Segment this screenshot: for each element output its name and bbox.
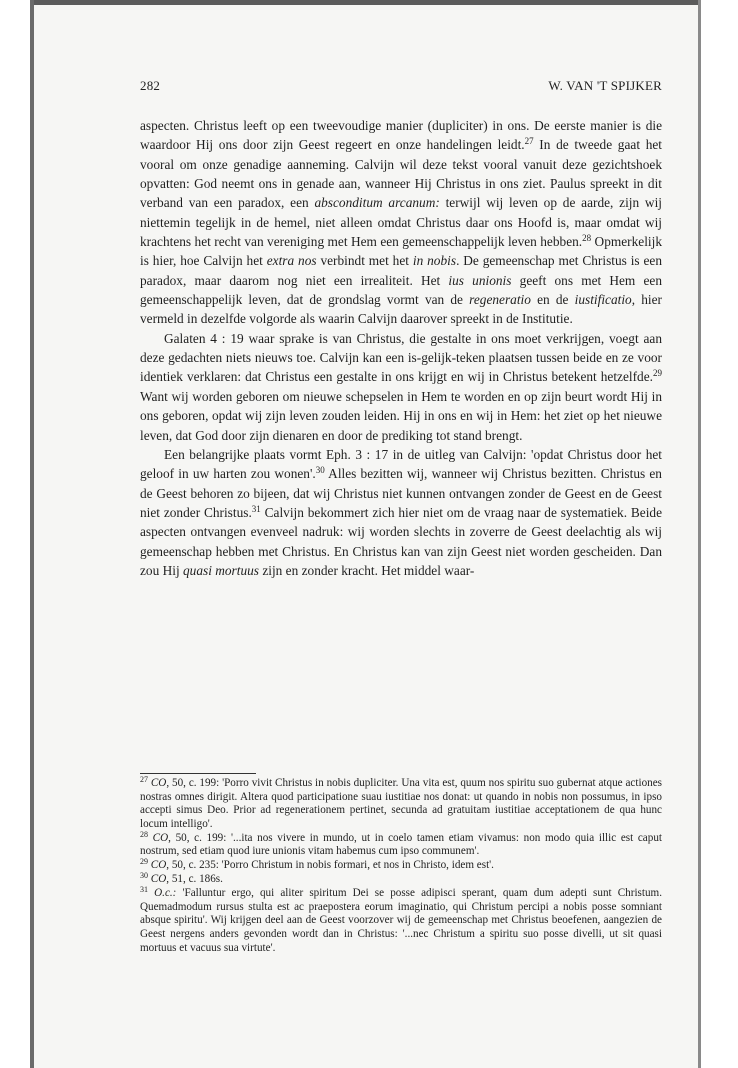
footnote-marker: 30	[140, 871, 148, 881]
footnote	[140, 777, 662, 831]
footnote-marker: 28	[140, 829, 148, 839]
text-run: Want wij worden geboren om nieuwe schepselen in Hem te worden en op zijn beurt wordt Hij in ons geboren, opdat wij zijn leven zouden leiden. Hij in ons en wij in Hem: het ziet op het nieuwe leven, dat God door zijn dienaren en door de prediking tot stand brengt.	[140, 388, 662, 443]
text-run: In de tweede gaat het vooral om onze genadige aanneming. Calvijn wil deze tekst vooral vanuit deze gezichtshoek opvatten: God neemt ons in genade aan, wanneer Hij Christus in ons ziet. Paulus spreekt in dit verband van een paradox, een	[140, 137, 663, 211]
text-run: Galaten 4 : 19 waar sprake is van Christus, die gestalte in ons moet verkrijgen, voegt aan deze gedachten niets nieuws toe. Calvijn kan een is-gelijk-teken plaatsen tussen beide en ze voor identiek verklaren: dat Christus een gestalte in ons krijgt en wij in Christus betekent hetzelfde.	[140, 330, 662, 385]
text-run: terwijl wij leven op de aarde, zijn wij niettemin tegelijk in de hemel, niet alleen omdat Christus daar ons Hoofd is, maar omdat wij krachtens het recht van vereniging met Hem een gemeenschappelijk leven hebben.	[140, 195, 662, 250]
text-run: 'Falluntur ergo, qui aliter spiritum Dei se posse adipisci sperant, quam dum adepti sunt Christum. Quemadmodum rursus stulta est ac praepostera eorum imaginatio, qui Christum percipi a nobis posse somniant absque spiritu'. Wij krijgen deel aan de Geest voorzover wij de gemeenschap met Christus beoefenen, aangezien de Geest nergens anders gevonden wordt dan in Christus: '...nec Christum a spiritu suo posse divelli, ut sit quasi mortuus et vacuus sua virtute'.	[140, 887, 662, 954]
text-run: geeft ons met Hem een gemeenschappelijk leven, dat de grondslag vormt van de	[140, 272, 662, 308]
main-text	[140, 116, 662, 580]
footnote	[140, 829, 662, 859]
italic-term: in nobis	[412, 253, 457, 269]
text-run: en de	[530, 292, 575, 308]
text-run: , 50, c. 199: 'Porro vivit Christus in nobis dupliciter. Una vita est, quum nos spiritu suo gubernat atque actiones nostras omnes dirigit. Altera quod participatione suau iustitiae nos donat: ut quando in nobis non possumus, in ipso accepti simus Deo. Prior ad regenerationem pertinet, secunda ad gratuitam iustitiae acceptationem de qua hunc locum intelligo'.	[140, 777, 662, 830]
scan-border-right	[698, 0, 701, 1068]
text-run: , hier vermeld in dezelfde volgorde als waarin Calvijn daarover spreekt in de Institutie.	[140, 292, 662, 327]
text-run: Calvijn bekommert zich hier niet om de vraag naar de systematiek. Beide aspecten ontvangen evenveel nadruk: wij worden slechts in zoverre de Geest deelachtig als wij gemeenschap hebben met Christus. En Christus kan van zijn Geest niet worden gescheiden. Dan zou Hij	[140, 504, 662, 578]
text-run: Een belangrijke plaats vormt Eph. 3 : 17 in de uitleg van Calvijn: 'opdat Christus door het geloof in uw harten zou wonen'.	[140, 446, 662, 482]
footnote-marker: 30	[315, 465, 325, 476]
text-run: aspecten. Christus leeft op een tweevoudige manier (dupliciter) in ons. De eerste manier is die waardoor Hij ons door zijn Geest regeert en onze handelingen leidt.	[140, 118, 662, 153]
text-run: verbindt met het	[316, 253, 413, 269]
footnote	[140, 859, 662, 873]
footnote-marker: 29	[140, 857, 148, 867]
italic-term: CO	[150, 777, 167, 789]
footnote-marker: 27	[524, 136, 534, 147]
footnote-marker: 28	[582, 233, 592, 244]
text-run: zijn en zonder kracht. Het middel waar-	[259, 562, 475, 578]
text-run: Opmerkelijk is hier, hoe Calvijn het	[140, 234, 663, 269]
footnote-marker: 29	[653, 368, 662, 379]
italic-term: iustificatio	[574, 292, 632, 308]
footnote	[140, 873, 662, 887]
page-header	[140, 78, 662, 98]
footnote	[140, 887, 662, 955]
italic-term: ius unionis	[448, 272, 512, 288]
footnotes	[140, 777, 662, 956]
italic-term: quasi mortuus	[183, 562, 259, 578]
italic-term: CO	[150, 859, 167, 872]
text-run: , 51, c. 186s.	[166, 873, 223, 886]
italic-term: absconditum arcanum:	[314, 195, 440, 211]
italic-term: extra nos	[266, 253, 317, 269]
running-head: W. VAN 'T SPIJKER	[548, 78, 662, 93]
footnote-divider	[140, 773, 256, 774]
body-paragraph	[140, 445, 662, 580]
italic-term: regeneratio	[469, 292, 531, 308]
text-run: Alles bezitten wij, wanneer wij Christus bezitten. Christus en de Geest behoren zo bijeen, dat wij Christus niet kunnen ontvangen zonder de Geest en de Geest niet zonder Christus.	[140, 466, 662, 520]
footnote-marker: 31	[140, 885, 148, 895]
italic-term: O.c.:	[154, 887, 177, 900]
italic-term: CO	[150, 873, 167, 886]
text-run: . De gemeenschap met Christus is een paradox, maar daarom nog niet een irrealiteit. Het	[140, 253, 663, 288]
body-paragraph	[140, 329, 662, 445]
footnote-marker: 27	[140, 775, 148, 784]
page-number: 282	[140, 78, 161, 93]
footnote-marker: 31	[251, 503, 261, 514]
text-run: , 50, c. 199: '...ita nos vivere in mundo, ut in coelo tamen etiam vivamus: non modo quia illic est caput nostrum, sed etiam quod iure unionis vitam habemus cum ipso communem'.	[140, 831, 662, 858]
italic-term: CO	[152, 831, 169, 844]
text-run: , 50, c. 235: 'Porro Christum in nobis formari, et nos in Christo, idem est'.	[166, 859, 494, 872]
body-paragraph	[140, 116, 662, 329]
